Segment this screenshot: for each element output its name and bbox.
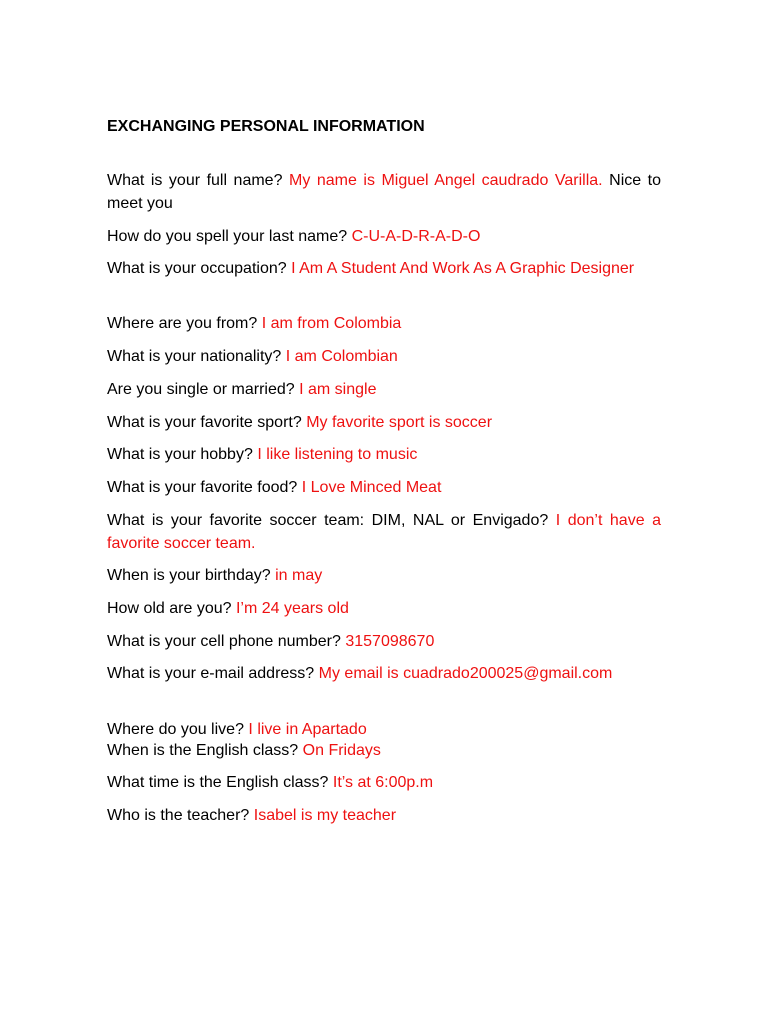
answer-phone: 3157098670 [345, 633, 435, 650]
question-favorite-sport: What is your favorite sport? [107, 414, 302, 431]
question-favorite-food: What is your favorite food? [107, 479, 298, 496]
question-nationality: What is your nationality? [107, 348, 282, 365]
question-email: What is your e-mail address? [107, 665, 315, 682]
qa-soccer-team [107, 509, 661, 555]
answer-birthday: in may [275, 567, 323, 584]
qa-full-name [107, 169, 661, 215]
answer-spell-last-name: C-U-A-D-R-A-D-O [351, 228, 481, 245]
qa-nationality [107, 345, 661, 368]
qa-class-time [107, 771, 661, 794]
qa-favorite-sport [107, 411, 661, 434]
answer-full-name-followup: Nice to meet you [107, 172, 662, 212]
question-class-day: When is the English class? [107, 742, 299, 759]
qa-teacher [107, 804, 661, 827]
qa-spell-last-name [107, 225, 661, 248]
answer-hobby: I like listening to music [257, 446, 418, 463]
answer-favorite-sport: My favorite sport is soccer [306, 414, 493, 431]
answer-email: My email is cuadrado200025@gmail.com [318, 665, 613, 682]
qa-class-day [107, 739, 661, 762]
answer-from: I am from Colombia [261, 315, 402, 332]
question-birthday: When is your birthday? [107, 567, 271, 584]
qa-marital-status [107, 378, 661, 401]
answer-teacher: Isabel is my teacher [253, 807, 397, 824]
qa-birthday [107, 564, 661, 587]
answer-marital-status: I am single [299, 381, 377, 398]
answer-nationality: I am Colombian [285, 348, 398, 365]
answer-full-name: My name is Miguel Angel caudrado Varilla. [289, 172, 603, 189]
question-teacher: Who is the teacher? [107, 807, 250, 824]
qa-residence [107, 718, 661, 741]
qa-hobby [107, 443, 661, 466]
question-spell-last-name: How do you spell your last name? [107, 228, 348, 245]
question-residence: Where do you live? [107, 721, 244, 738]
answer-class-time: It’s at 6:00p.m [332, 774, 434, 791]
answer-favorite-food: I Love Minced Meat [301, 479, 442, 496]
question-hobby: What is your hobby? [107, 446, 253, 463]
qa-age [107, 597, 661, 620]
qa-occupation [107, 257, 661, 280]
document-title: EXCHANGING PERSONAL INFORMATION [107, 118, 425, 135]
question-age: How old are you? [107, 600, 232, 617]
answer-residence: I live in Apartado [248, 721, 367, 738]
question-occupation: What is your occupation? [107, 260, 287, 277]
answer-soccer-team: I don’t have a favorite soccer team. [107, 512, 661, 552]
qa-email [107, 662, 661, 685]
question-from: Where are you from? [107, 315, 258, 332]
qa-phone [107, 630, 661, 653]
qa-favorite-food [107, 476, 661, 499]
answer-class-day: On Fridays [302, 742, 381, 759]
answer-age: I’m 24 years old [235, 600, 349, 617]
question-marital-status: Are you single or married? [107, 381, 295, 398]
question-class-time: What time is the English class? [107, 774, 329, 791]
question-phone: What is your cell phone number? [107, 633, 341, 650]
answer-occupation: I Am A Student And Work As A Graphic Designer [291, 260, 635, 277]
question-soccer-team: What is your favorite soccer team: DIM, NAL or Envigado? [107, 512, 549, 529]
qa-from [107, 312, 661, 335]
question-full-name: What is your full name? [107, 172, 283, 189]
